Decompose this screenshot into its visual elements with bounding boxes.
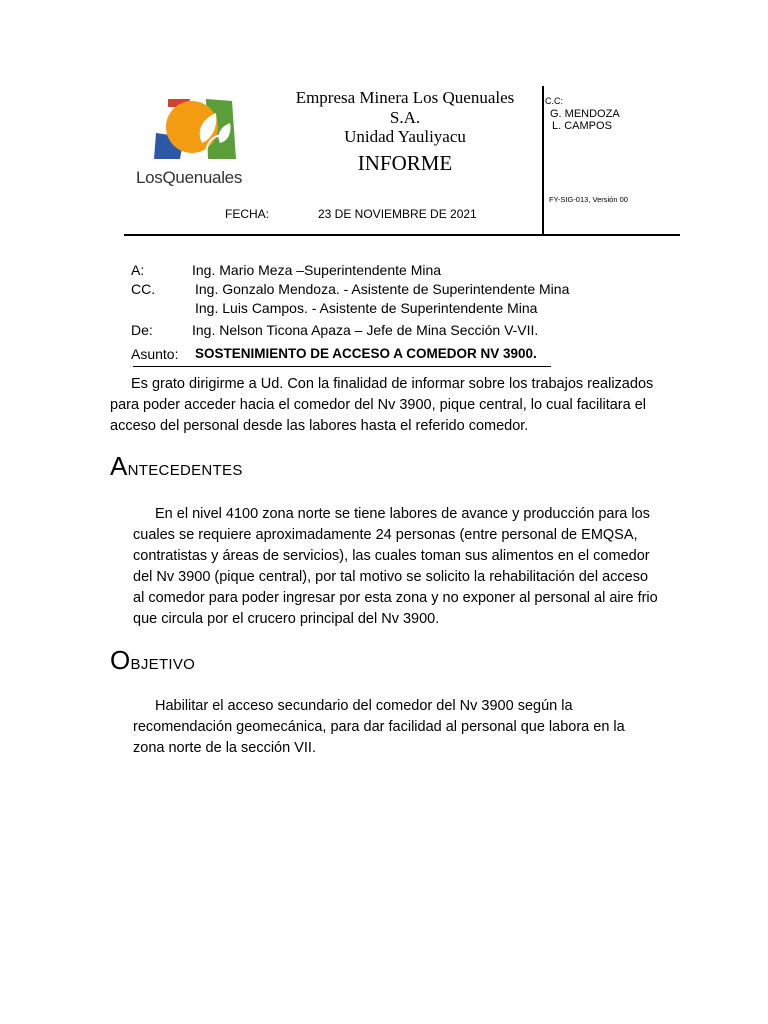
fecha-value: 23 DE NOVIEMBRE DE 2021 [318, 207, 477, 221]
cc-row-value-1: Ing. Gonzalo Mendoza. - Asistente de Superintendente Mina [195, 281, 570, 297]
objetivo-line-1: Habilitar el acceso secundario del comedor del Nv 3900 según la [155, 698, 573, 714]
cc-label: C.C: [545, 96, 563, 106]
fecha-label: FECHA: [225, 207, 270, 221]
header-divider-horizontal [124, 234, 680, 236]
a-label: A: [131, 262, 145, 278]
antecedentes-heading [110, 451, 243, 482]
asunto-underline [133, 366, 551, 367]
document-type: INFORME [357, 151, 453, 175]
cc-row-value-2: Ing. Luis Campos. - Asistente de Superintendente Mina [195, 300, 538, 316]
antecedentes-line-6: que circula por el crucero principal del Nv 3900. [133, 611, 440, 627]
antecedentes-line-1: En el nivel 4100 zona norte se tiene labores de avance y producción para los [155, 506, 650, 522]
antecedentes-line-4: del Nv 3900 (pique central), por tal motivo se solicito la rehabilitación del acceso [133, 569, 649, 585]
antecedentes-line-5: al comedor para poder ingresar por esta zona y no exponer al personal al aire frio [133, 590, 658, 606]
de-value: Ing. Nelson Ticona Apaza – Jefe de Mina Sección V-VII. [192, 322, 539, 338]
cc-name-campos: L. CAMPOS [552, 120, 612, 132]
de-label: De: [131, 322, 153, 338]
logo-text: LosQuenuales [136, 168, 243, 187]
a-value: Ing. Mario Meza –Superintendente Mina [192, 262, 442, 278]
form-code: FY-SIG-013, Versión 00 [549, 195, 628, 204]
antecedentes-line-2: cuales se requiere aproximadamente 24 personas (entre personal de EMQSA, [133, 527, 638, 543]
intro-line-3: acceso del personal desde las labores hasta el referido comedor. [110, 418, 529, 434]
company-name: Empresa Minera Los Quenuales [295, 88, 515, 107]
cc-row-label: CC. [131, 281, 156, 297]
header-divider-vertical [542, 86, 544, 235]
objetivo-cap: O [110, 645, 131, 675]
objetivo-rest: BJETIVO [130, 656, 196, 673]
asunto-label: Asunto: [131, 346, 179, 362]
company-sa: S.A. [389, 108, 421, 127]
objetivo-heading [110, 645, 195, 676]
objetivo-line-2: recomendación geomecánica, para dar facilidad al personal que labora en la [133, 719, 625, 735]
antecedentes-cap: A [110, 451, 128, 481]
antecedentes-line-3: contratistas y áreas de servicios), las cuales toman sus alimentos en el comedor [133, 548, 650, 564]
intro-line-1: Es grato dirigirme a Ud. Con la finalidad de informar sobre los trabajos realizados [131, 376, 654, 392]
asunto-value: SOSTENIMIENTO DE ACCESO A COMEDOR NV 3900. [195, 346, 537, 361]
unit-name: Unidad Yauliyacu [344, 127, 466, 146]
objetivo-line-3: zona norte de la sección VII. [133, 740, 316, 756]
intro-line-2: para poder acceder hacia el comedor del Nv 3900, pique central, lo cual facilitara el [110, 397, 647, 413]
antecedentes-rest: NTECEDENTES [127, 462, 243, 479]
cc-name-mendoza: G. MENDOZA [550, 108, 620, 120]
